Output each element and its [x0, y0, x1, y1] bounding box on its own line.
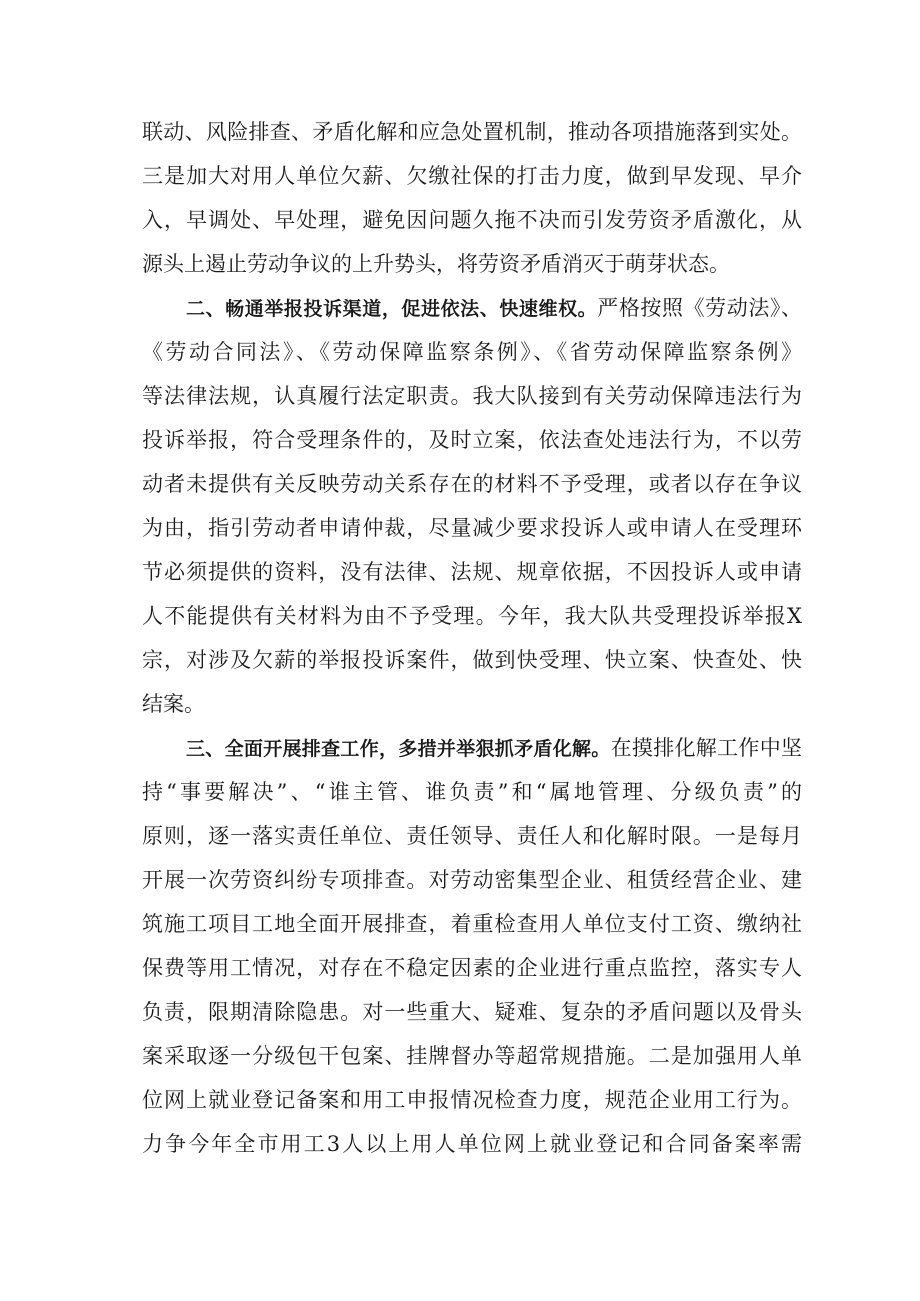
- text-line: 位网上就业登记备案和用工申报情况检查力度，规范企业用工行为。: [142, 1088, 802, 1112]
- text-line: 节必须提供的资料，没有法律、法规、规章依据，不因投诉人或申请: [142, 560, 802, 584]
- paragraph-3-first-line: [186, 733, 802, 763]
- text-line: 动者未提供有关反映劳动关系存在的材料不予受理，或者以存在争议: [142, 472, 802, 496]
- text-line: 案采取逐一分级包干包案、挂牌督办等超常规措施。二是加强用人单: [142, 1044, 802, 1068]
- text-line: 力争今年全市用工3人以上用人单位网上就业登记和合同备案率需: [142, 1132, 802, 1156]
- text-line: 保费等用工情况，对存在不稳定因素的企业进行重点监控，落实专人: [142, 956, 802, 980]
- text-span: 严格按照《劳动法》、: [597, 296, 802, 320]
- text-line: 联动、风险排查、矛盾化解和应急处置机制，推动各项措施落到实处。: [142, 120, 802, 144]
- text-line: 三是加大对用人单位欠薪、欠缴社保的打击力度，做到早发现、早介: [142, 164, 802, 188]
- text-line: 投诉举报，符合受理条件的，及时立案，依法查处违法行为，不以劳: [142, 428, 802, 452]
- text-line: 《劳动合同法》、《劳动保障监察条例》、《省劳动保障监察条例》: [142, 340, 802, 364]
- text-line: 源头上遏止劳动争议的上升势头，将劳资矛盾消灭于萌芽状态。: [142, 252, 730, 276]
- text-line: 开展一次劳资纠纷专项排查。对劳动密集型企业、租赁经营企业、建: [142, 868, 802, 892]
- paragraph-2-first-line: [186, 293, 802, 323]
- text-line: 为由，指引劳动者申请仲裁，尽量减少要求投诉人或申请人在受理环: [142, 516, 802, 540]
- section-heading-3: 三、全面开展排查工作，多措并举狠抓矛盾化解。: [186, 738, 611, 760]
- text-line: 人不能提供有关材料为由不予受理。今年，我大队共受理投诉举报X: [142, 604, 802, 628]
- text-line: 宗，对涉及欠薪的举报投诉案件，做到快受理、快立案、快查处、快: [142, 648, 802, 672]
- text-line: 负责，限期清除隐患。对一些重大、疑难、复杂的矛盾问题以及骨头: [142, 1000, 802, 1024]
- text-line: 结案。: [142, 692, 205, 716]
- text-line: 筑施工项目工地全面开展排查，着重检查用人单位支付工资、缴纳社: [142, 912, 802, 936]
- text-span: 在摸排化解工作中坚: [610, 736, 802, 760]
- text-line: 持“事要解决”、“谁主管、谁负责”和“属地管理、分级负责”的: [142, 780, 802, 804]
- section-heading-2: 二、畅通举报投诉渠道，促进依法、快速维权。: [186, 298, 598, 320]
- text-line: 入，早调处、早处理，避免因问题久拖不决而引发劳资矛盾激化，从: [142, 208, 802, 232]
- text-line: 原则，逐一落实责任单位、责任领导、责任人和化解时限。一是每月: [142, 824, 802, 848]
- text-line: 等法律法规，认真履行法定职责。我大队接到有关劳动保障违法行为: [142, 384, 802, 408]
